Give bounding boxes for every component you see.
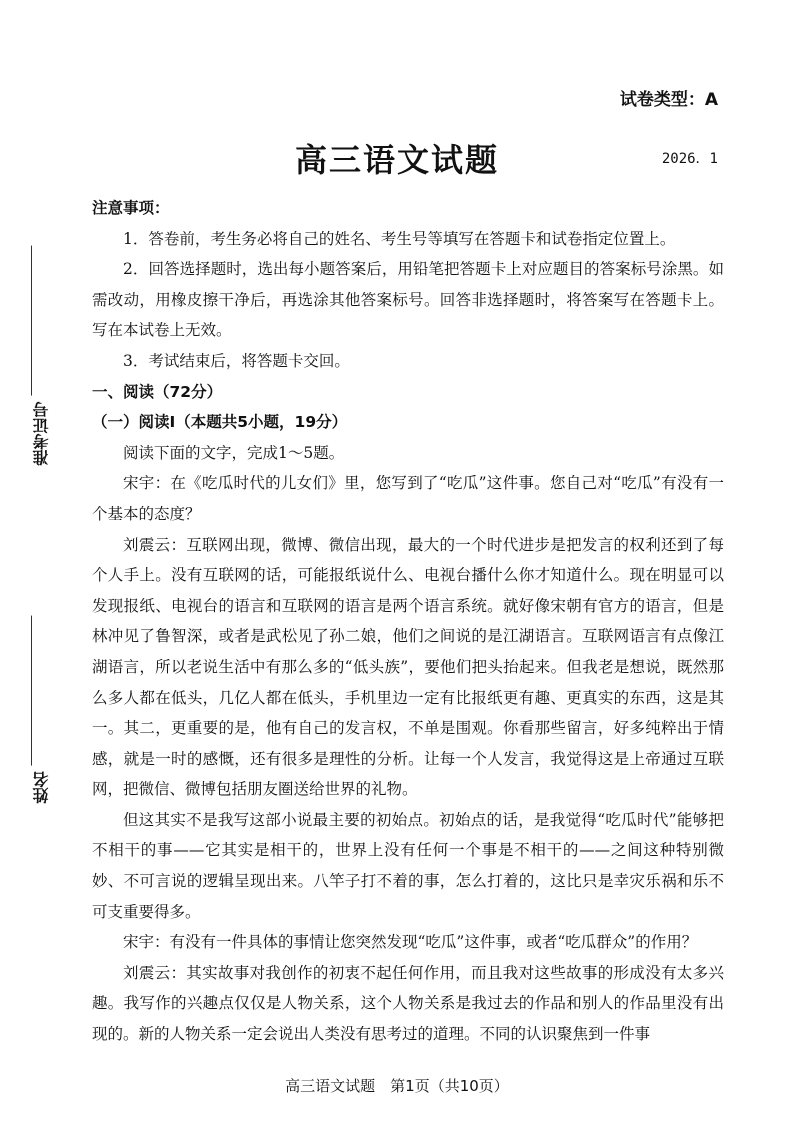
notice-item: 2．回答选择题时，选出每小题答案后，用铅笔把答题卡上对应题目的答案标号涂黑。如需改动，用橡皮擦干净后，再选涂其他答案标号。回答非选择题时，将答案写在答题卡上。写在本试卷上无效。 — [92, 260, 724, 340]
page-content — [92, 193, 724, 1050]
paper-type: 试卷类型：A — [619, 90, 718, 110]
section-heading: 一、阅读（72分） — [92, 382, 223, 401]
exam-id-line — [30, 246, 32, 396]
passage-paragraph: 刘震云：其实故事对我创作的初衷不起任何作用，而且我对这些故事的形成没有太多兴趣。我写作的兴趣点仅仅是人物关系，这个人物关系是我过去的作品和别人的作品里没有出现的。新的人物关系一定会说出人类没有思考过的道理。不同的认识聚焦到一件事 — [92, 963, 724, 1044]
sub-section-heading: （一）阅读Ⅰ（本题共5小题，19分） — [92, 413, 348, 432]
passage-paragraph: 宋宇：有没有一件具体的事情让您突然发现“吃瓜”这件事，或者“吃瓜群众”的作用？ — [123, 933, 698, 952]
margin-exam-id — [30, 240, 60, 466]
exam-date: 2026．1 — [661, 151, 718, 167]
notice-heading: 注意事项： — [92, 199, 170, 217]
name-label: 姓名 — [32, 771, 51, 804]
notice-item: 1．答卷前，考生务必将自己的姓名、考生号等填写在答题卡和试卷指定位置上。 — [123, 229, 676, 248]
passage-paragraph: 宋宇：在《吃瓜时代的儿女们》里，您写到了“吃瓜”这件事。您自己对“吃瓜”有没有一个基本的态度？ — [92, 474, 724, 523]
notice-item: 3．考试结束后，将答题卡交回。 — [123, 351, 350, 370]
exam-id-label: 准考证号 — [32, 401, 51, 466]
passage-paragraph: 但这其实不是我写这部小说最主要的初始点。初始点的话，是我觉得“吃瓜时代”能够把不相干的事——它其实是相干的，世界上没有任何一个事是不相干的——之间这种特别微妙、不可言说的逻辑呈现出来。八竿子打不着的事，怎么打着的，这比只是幸灾乐祸和乐不可支重要得多。 — [92, 810, 724, 921]
reading-instruction: 阅读下面的文字，完成1～5题。 — [123, 443, 345, 462]
passage-paragraph: 刘震云：互联网出现，微博、微信出现，最大的一个时代进步是把发言的权利还到了每个人手上。没有互联网的话，可能报纸说什么、电视台播什么你才知道什么。现在明显可以发现报纸、电视台的语言和互联网的语言是两个语言系统。就好像宋朝有官方的语言，但是林冲见了鲁智深，或者是武松见了孙二娘，他们之间说的是江湖语言。互联网语言有点像江湖语言，所以老说生活中有那么多的“低头族”，要他们把头抬起来。但我老是想说，既然那么多人都在低头，几亿人都在低头，手机里边一定有比报纸更有趣、更真实的东西，这是其一。其二，更重要的是，他有自己的发言权，不单是围观。你看那些留言，好多纯粹出于情感，就是一时的感慨，还有很多是理性的分析。让每一个人发言，我觉得这是上帝通过互联网，把微信、微博包括朋友圈送给世界的礼物。 — [92, 535, 724, 799]
page-title: 高三语文试题 — [294, 141, 499, 179]
page-footer: 高三语文试题 第1页（共10页） — [285, 1077, 509, 1095]
name-line — [30, 616, 32, 766]
margin-name — [30, 610, 60, 804]
